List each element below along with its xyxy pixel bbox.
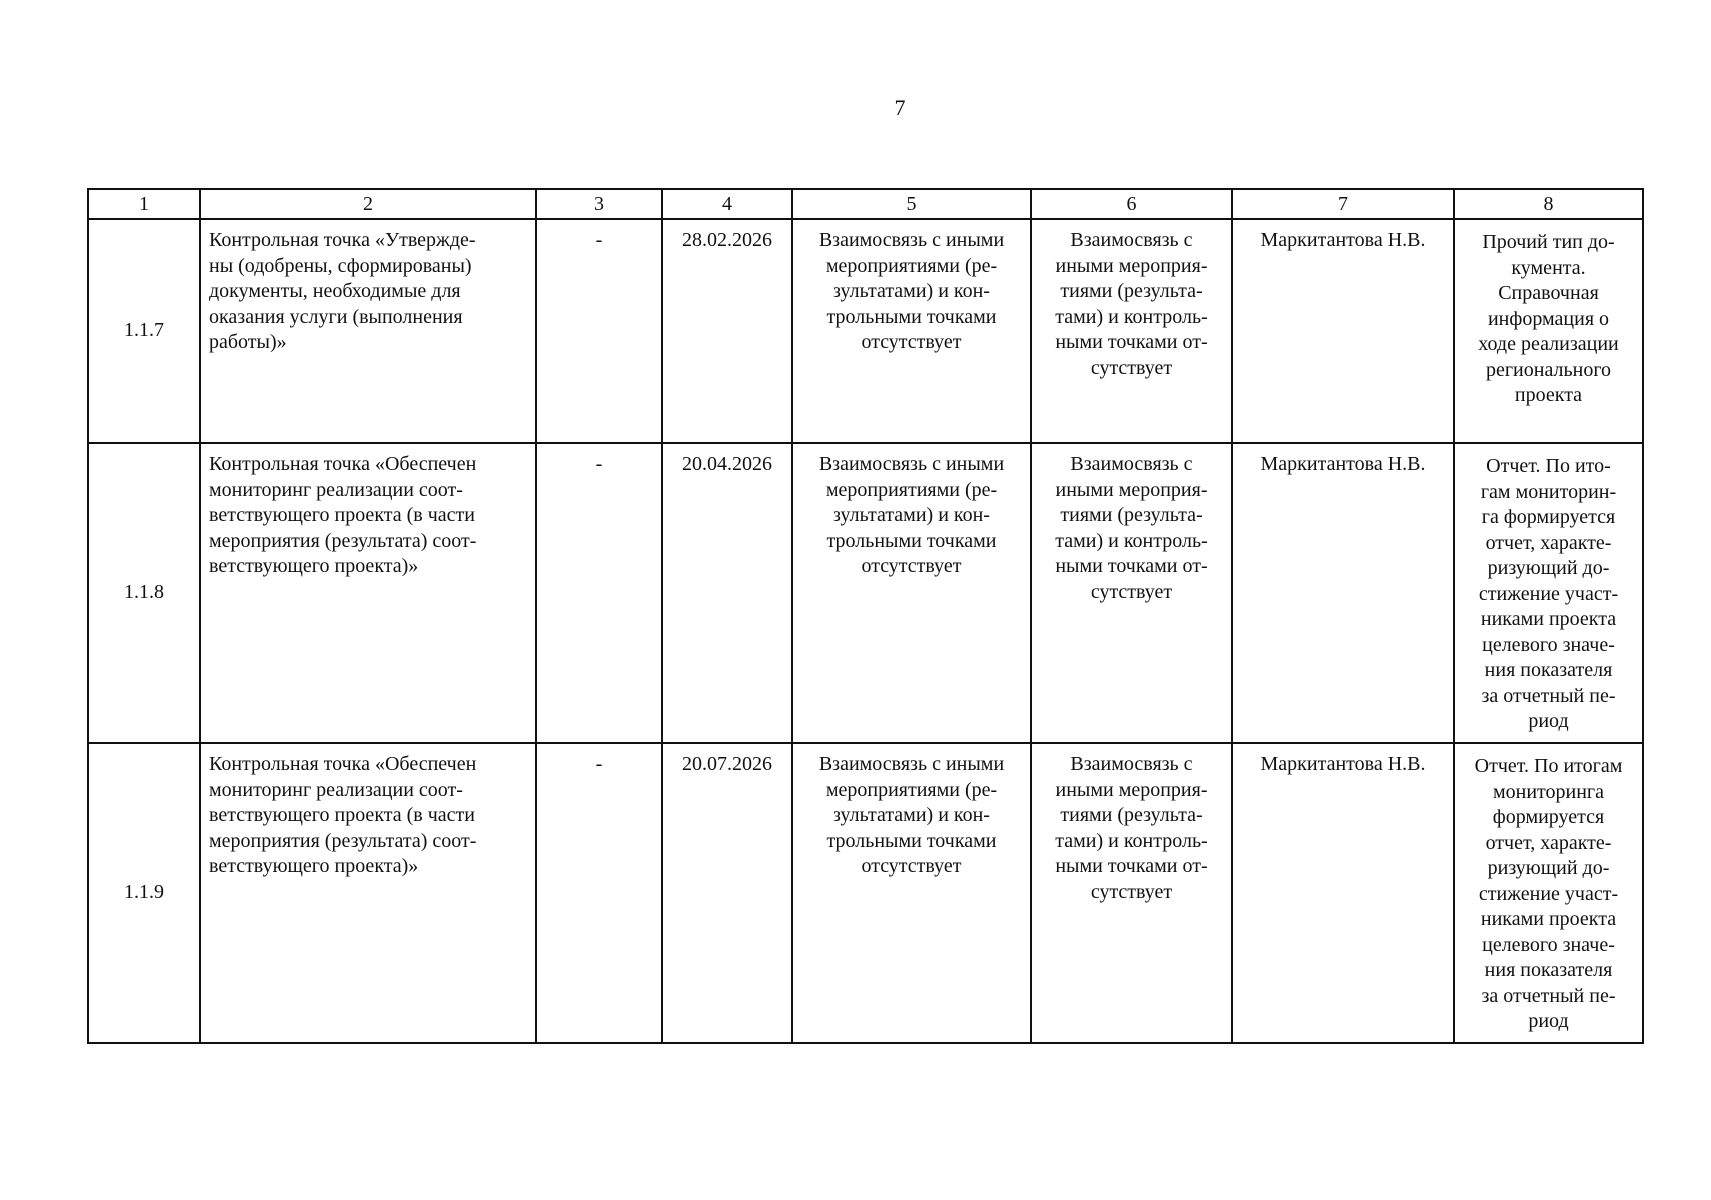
header-cell: 4 [662,189,792,219]
column-5-value [792,443,1031,743]
column-5-value [792,219,1031,443]
responsible-person: Маркитантова Н.В. [1232,219,1454,443]
table-row [88,743,1643,1043]
column-6-text: Взаимосвязь с иными мероприя- тиями (результа- тами) и контроль- ными точками от- сутствует [1055,453,1208,603]
row-number: 1.1.9 [88,743,200,1043]
control-point-name [200,743,536,1043]
control-point-name [200,219,536,443]
responsible-person: Маркитантова Н.В. [1232,743,1454,1043]
responsible-person: Маркитантова Н.В. [1232,443,1454,743]
control-point-name-text: Контрольная точка «Утвержде- ны (одобрены, сформированы) документы, необходимые для оказания услуги (выполнения работы)» [209,229,476,353]
document-type-text: Прочий тип до- кумента. Справочная информация о ходе реализации регионального проекта [1478,231,1619,406]
document-type-text: Отчет. По ито- гам мониторин- га формируется отчет, характе- ризующий до- стижение участ- никами проекта целевого значе- ния показателя за отчетный пе- риод [1478,455,1619,732]
header-cell: 5 [792,189,1031,219]
control-point-name-text: Контрольная точка «Обеспечен мониторинг реализации соот- ветствующего проекта (в части мероприятия (результата) соот- ветствующего проекта)» [209,453,477,577]
document-type [1454,219,1643,443]
column-5-value [792,743,1031,1043]
column-5-text: Взаимосвязь с иными мероприятиями (ре- зультатами) и кон- трольными точками отсутствует [818,229,1005,353]
header-cell: 8 [1454,189,1643,219]
header-cell: 1 [88,189,200,219]
header-row [88,189,1643,219]
column-6-value [1031,219,1232,443]
column-6-value [1031,443,1232,743]
due-date: 28.02.2026 [662,219,792,443]
header-cell: 3 [536,189,662,219]
column-6-value [1031,743,1232,1043]
document-type [1454,743,1643,1043]
column-5-text: Взаимосвязь с иными мероприятиями (ре- зультатами) и кон- трольными точками отсутствует [818,453,1005,577]
column-3-value: - [536,219,662,443]
due-date: 20.07.2026 [662,743,792,1043]
header-cell: 2 [200,189,536,219]
row-number: 1.1.7 [88,219,200,443]
header-cell: 7 [1232,189,1454,219]
control-points-table [87,188,1644,1044]
column-5-text: Взаимосвязь с иными мероприятиями (ре- зультатами) и кон- трольными точками отсутствует [818,753,1005,877]
table-row [88,219,1643,443]
control-point-name [200,443,536,743]
column-6-text: Взаимосвязь с иными мероприя- тиями (результа- тами) и контроль- ными точками от- сутствует [1055,229,1208,379]
row-number: 1.1.8 [88,443,200,743]
column-6-text: Взаимосвязь с иными мероприя- тиями (результа- тами) и контроль- ными точками от- сутствует [1055,753,1208,903]
page-number: 7 [894,95,906,120]
column-3-value: - [536,443,662,743]
control-point-name-text: Контрольная точка «Обеспечен мониторинг реализации соот- ветствующего проекта (в части мероприятия (результата) соот- ветствующего проекта)» [209,753,477,877]
header-cell: 6 [1031,189,1232,219]
due-date: 20.04.2026 [662,443,792,743]
column-3-value: - [536,743,662,1043]
document-type [1454,443,1643,743]
document-type-text: Отчет. По итогам мониторинга формируется отчет, характе- ризующий до- стижение участ- никами проекта целевого значе- ния показателя за отчетный пе- риод [1474,755,1623,1032]
table-row [88,443,1643,743]
